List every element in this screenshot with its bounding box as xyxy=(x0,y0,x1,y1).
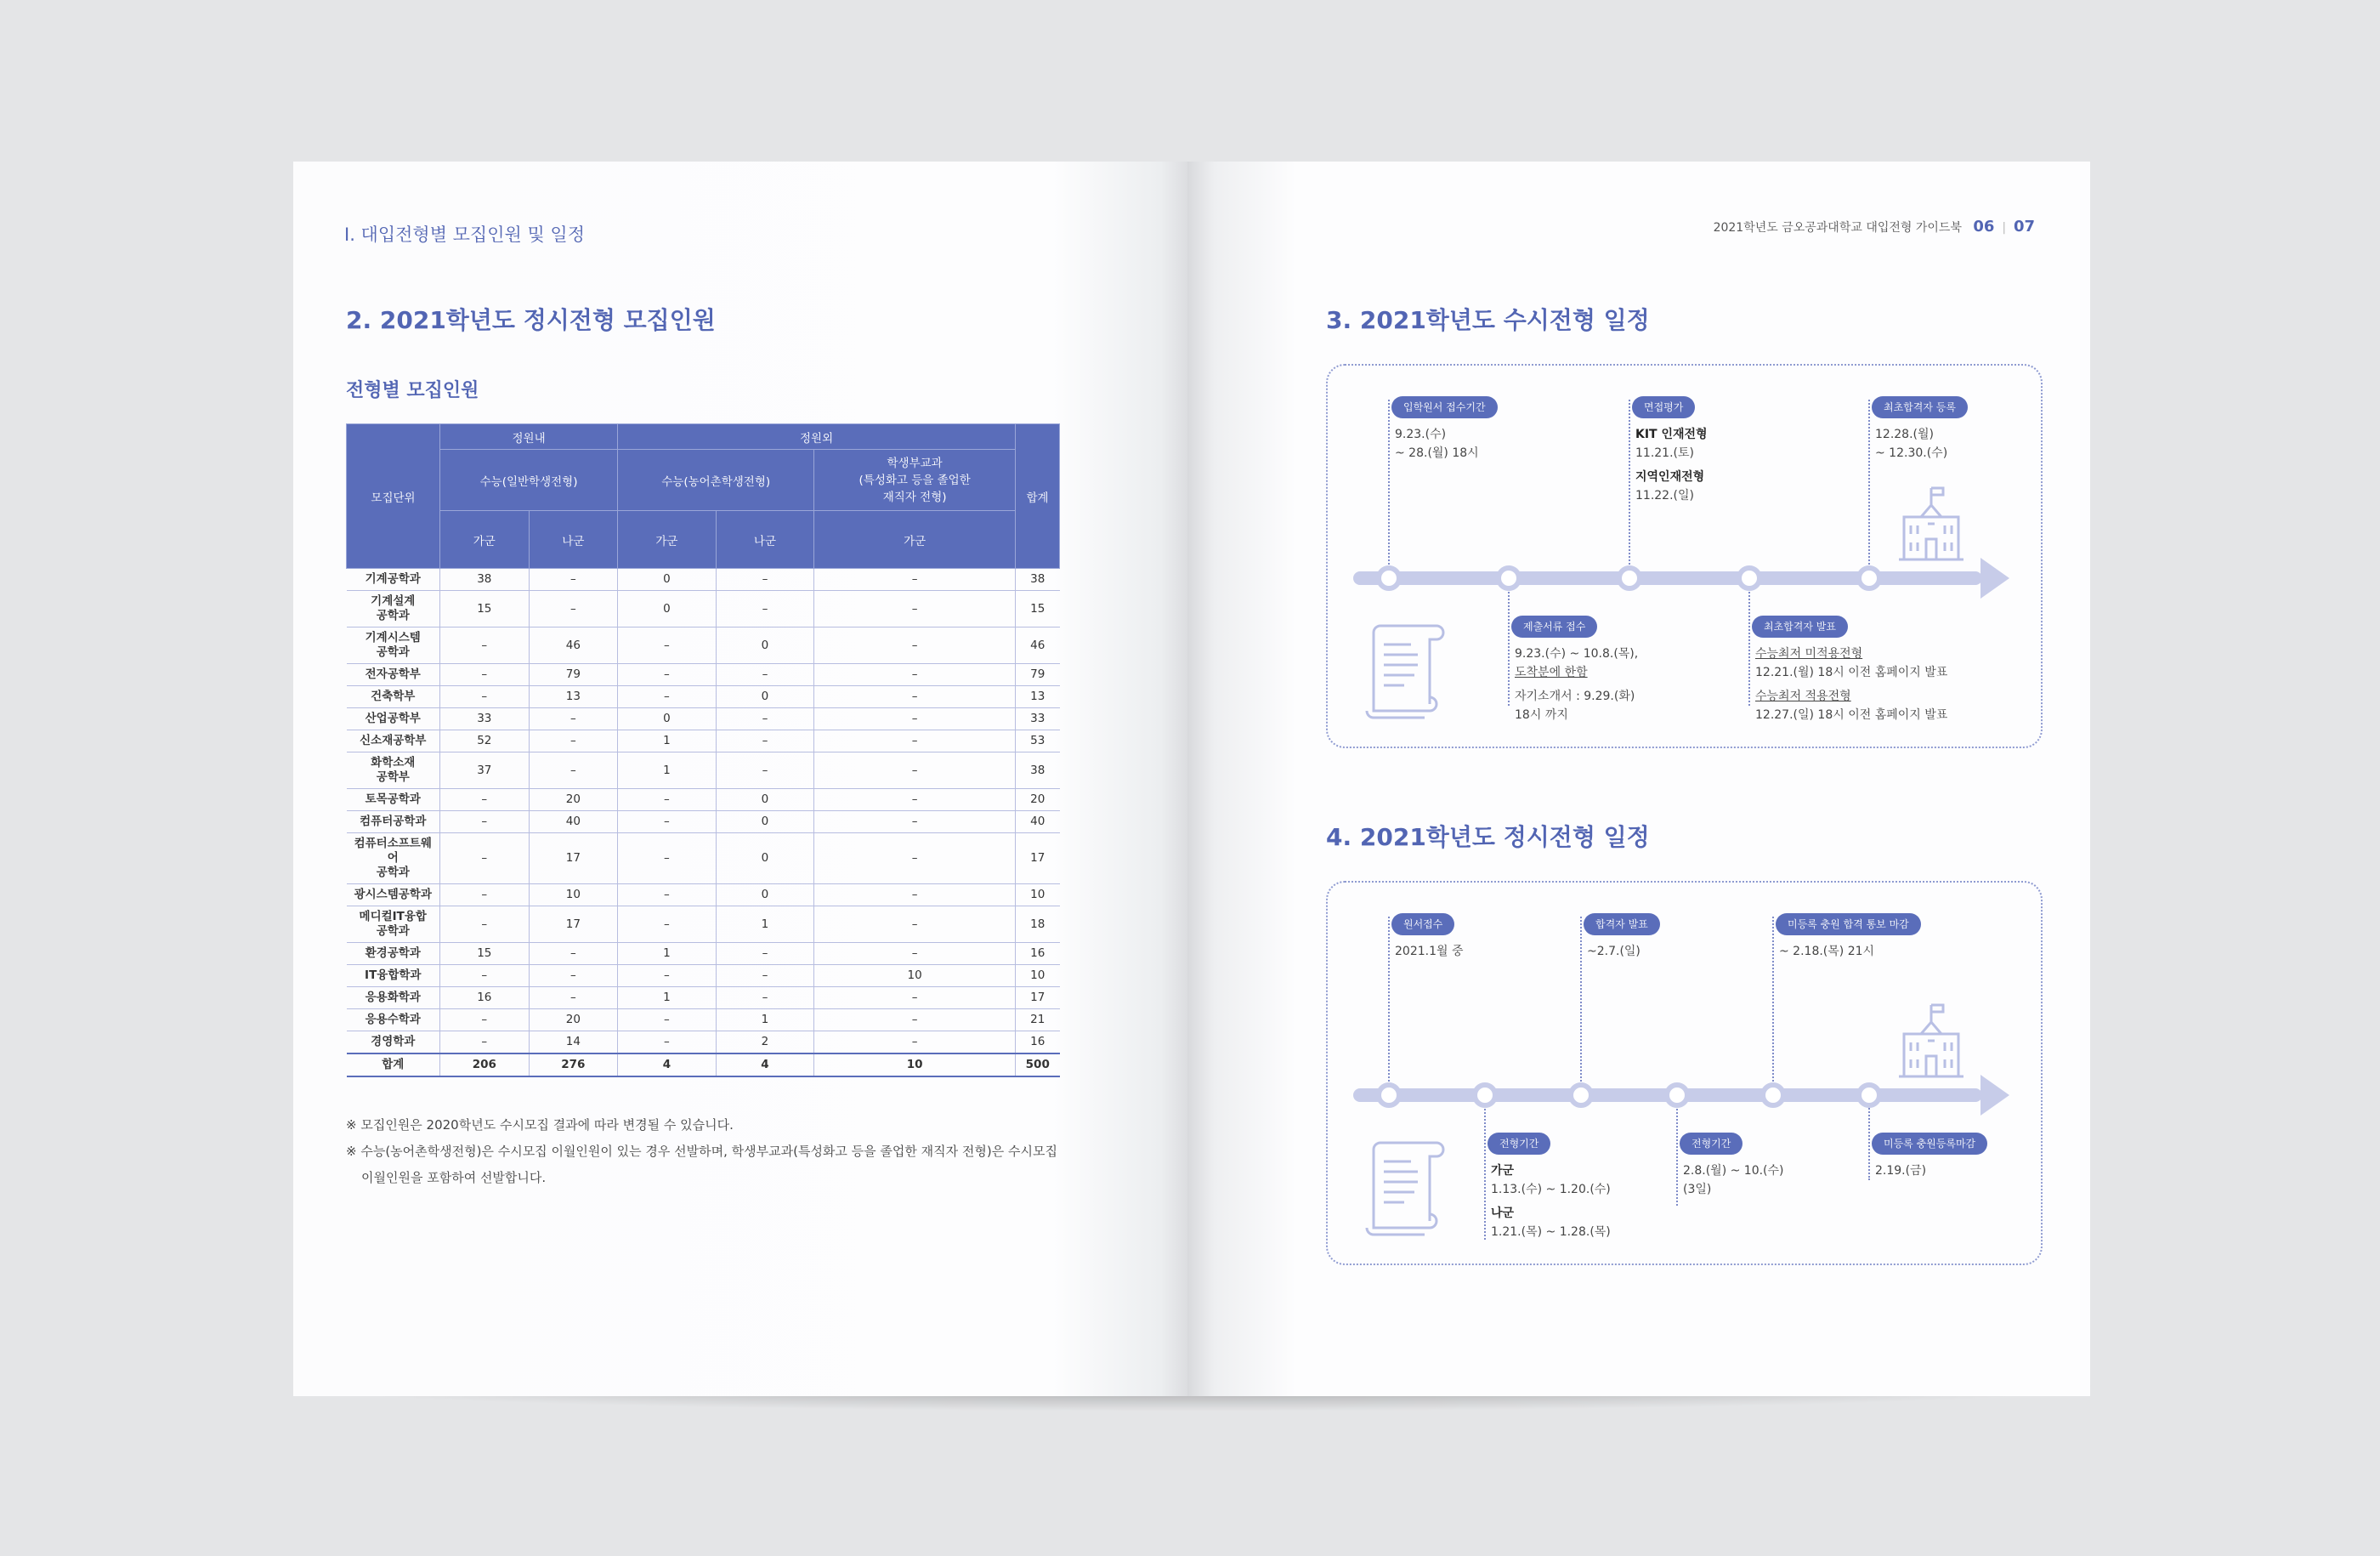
count-cell: – xyxy=(814,1009,1016,1031)
th-sub1: 수능(일반학생전형) xyxy=(440,450,618,511)
event-date: 9.23.(수) xyxy=(1395,428,1447,441)
event-date: 11.22.(일) xyxy=(1635,489,1694,503)
timeline-node xyxy=(1856,565,1882,591)
th-sub3: 학생부교과 (특성화고 등을 졸업한 재직자 전형) xyxy=(814,450,1016,511)
th-in: 정원내 xyxy=(440,424,618,450)
count-cell: – xyxy=(618,965,717,987)
timeline-node xyxy=(1856,1082,1882,1108)
count-cell: 40 xyxy=(529,811,618,833)
event-date: ~2.7.(일) xyxy=(1587,945,1640,958)
right-page xyxy=(1187,162,2090,1396)
timeline-node xyxy=(1496,565,1522,591)
table-row xyxy=(347,906,1060,943)
timeline-node xyxy=(1376,1082,1402,1108)
count-cell: 0 xyxy=(618,708,717,730)
th-ga: 가군 xyxy=(618,511,717,569)
count-cell: – xyxy=(618,884,717,906)
count-cell: 16 xyxy=(1016,1031,1060,1054)
count-cell: 1 xyxy=(618,987,717,1009)
event-detail xyxy=(1683,1161,1784,1199)
event-detail xyxy=(1395,425,1479,463)
count-cell: – xyxy=(440,965,530,987)
event-detail xyxy=(1755,645,1947,724)
event-label: 최초합격자 등록 xyxy=(1872,396,1968,418)
count-cell: – xyxy=(440,906,530,943)
timeline-node xyxy=(1568,1082,1594,1108)
unit-name-cell: IT융합학과 xyxy=(347,965,440,987)
page-number-left: 06 xyxy=(1973,218,1995,236)
count-cell: – xyxy=(814,833,1016,884)
section3-title: 3. 2021학년도 수시전형 일정 xyxy=(1326,306,1650,334)
table-row xyxy=(347,1031,1060,1054)
count-cell: 21 xyxy=(1016,1009,1060,1031)
count-cell: – xyxy=(814,628,1016,664)
count-cell: – xyxy=(814,686,1016,708)
unit-name-cell: 컴퓨터공학과 xyxy=(347,811,440,833)
note-1: ※ 모집인원은 2020학년도 수시모집 결과에 따라 변경될 수 있습니다. xyxy=(346,1117,734,1133)
table-row xyxy=(347,591,1060,628)
count-cell: 16 xyxy=(1016,943,1060,965)
timeline-connector xyxy=(1484,1095,1486,1240)
event-date: 2021.1월 중 xyxy=(1395,945,1464,958)
unit-name-cell: 응용화학과 xyxy=(347,987,440,1009)
count-cell: – xyxy=(440,628,530,664)
timeline-connector xyxy=(1868,400,1870,578)
table-row xyxy=(347,569,1060,591)
th-na: 나군 xyxy=(716,511,814,569)
total-cell: 276 xyxy=(529,1053,618,1076)
count-cell: 0 xyxy=(716,811,814,833)
count-cell: 0 xyxy=(618,569,717,591)
event-subtitle: 가군 xyxy=(1491,1164,1515,1178)
table-row xyxy=(347,752,1060,789)
page-divider: | xyxy=(2002,221,2007,235)
count-cell: – xyxy=(814,789,1016,811)
scroll-document-icon xyxy=(1362,619,1447,721)
left-page xyxy=(293,162,1187,1396)
event-label: 합격자 발표 xyxy=(1584,913,1660,935)
count-cell: 1 xyxy=(618,752,717,789)
count-cell: – xyxy=(716,730,814,752)
count-cell: – xyxy=(814,730,1016,752)
timeline-node xyxy=(1376,565,1402,591)
count-cell: 1 xyxy=(716,906,814,943)
unit-name-cell: 환경공학과 xyxy=(347,943,440,965)
count-cell: – xyxy=(440,884,530,906)
unit-name-cell: 전자공학부 xyxy=(347,664,440,686)
count-cell: 1 xyxy=(618,943,717,965)
count-cell: 20 xyxy=(529,1009,618,1031)
school-building-icon xyxy=(1897,1002,1965,1080)
count-cell: – xyxy=(618,906,717,943)
timeline-node xyxy=(1664,1082,1690,1108)
count-cell: 46 xyxy=(529,628,618,664)
count-cell: 17 xyxy=(529,906,618,943)
th-sub2: 수능(농어촌학생전형) xyxy=(618,450,814,511)
event-date: 12.21.(월) 18시 이전 홈페이지 발표 xyxy=(1755,666,1948,679)
event-date: ~ 12.30.(수) xyxy=(1875,446,1948,460)
event-date: 2.8.(월) ~ 10.(수) xyxy=(1683,1164,1784,1178)
th-ga: 가군 xyxy=(814,511,1016,569)
count-cell: – xyxy=(529,943,618,965)
count-cell: – xyxy=(814,943,1016,965)
count-cell: – xyxy=(529,965,618,987)
table-row xyxy=(347,1009,1060,1031)
event-detail xyxy=(1635,425,1708,505)
count-cell: 0 xyxy=(716,686,814,708)
count-cell: – xyxy=(716,591,814,628)
subsection-title: 전형별 모집인원 xyxy=(346,380,479,401)
event-date: 1.13.(수) ~ 1.20.(수) xyxy=(1491,1183,1611,1196)
chapter-heading: Ⅰ. 대입전형별 모집인원 및 일정 xyxy=(344,224,586,245)
timeline-connector xyxy=(1629,400,1630,578)
event-date: ~ 28.(월) 18시 xyxy=(1395,446,1479,460)
count-cell: 10 xyxy=(814,965,1016,987)
event-label: 입학원서 접수기간 xyxy=(1391,396,1498,418)
unit-name-cell: 기계설계 공학과 xyxy=(347,591,440,628)
event-subtitle: 수능최저 미적용전형 xyxy=(1755,647,1863,661)
total-cell: 4 xyxy=(618,1053,717,1076)
timeline-track xyxy=(1353,571,1982,585)
event-detail xyxy=(1515,645,1638,724)
count-cell: 52 xyxy=(440,730,530,752)
table-row xyxy=(347,987,1060,1009)
count-cell: 0 xyxy=(716,833,814,884)
timeline-connector xyxy=(1508,578,1510,706)
count-cell: – xyxy=(440,664,530,686)
timeline-connector xyxy=(1748,578,1750,706)
table-row xyxy=(347,664,1060,686)
event-subtitle: 나군 xyxy=(1491,1207,1515,1220)
count-cell: – xyxy=(440,833,530,884)
timeline-connector xyxy=(1868,1095,1870,1180)
count-cell: – xyxy=(814,1031,1016,1054)
count-cell: 17 xyxy=(1016,987,1060,1009)
count-cell: – xyxy=(529,752,618,789)
count-cell: – xyxy=(618,664,717,686)
event-date: 9.23.(수) ~ 10.8.(목), xyxy=(1515,647,1639,661)
count-cell: 46 xyxy=(1016,628,1060,664)
count-cell: 38 xyxy=(440,569,530,591)
timeline-arrow-icon xyxy=(1980,1075,2009,1116)
table-row xyxy=(347,789,1060,811)
scroll-document-icon xyxy=(1362,1136,1447,1238)
event-detail xyxy=(1875,425,1947,463)
unit-name-cell: 기계시스템 공학과 xyxy=(347,628,440,664)
unit-name-cell: 건축학부 xyxy=(347,686,440,708)
table-row xyxy=(347,730,1060,752)
timeline-connector xyxy=(1388,400,1390,578)
event-label: 미등록 충원 합격 통보 마감 xyxy=(1776,913,1921,935)
section-title: 2. 2021학년도 정시전형 모집인원 xyxy=(346,306,716,334)
count-cell: 37 xyxy=(440,752,530,789)
guidebook-title: 2021학년도 금오공과대학교 대입전형 가이드북 xyxy=(1713,221,1962,235)
count-cell: 0 xyxy=(716,884,814,906)
event-date: 2.19.(금) xyxy=(1875,1164,1927,1178)
count-cell: – xyxy=(440,1031,530,1054)
count-cell: – xyxy=(618,1031,717,1054)
table-row xyxy=(347,686,1060,708)
count-cell: – xyxy=(529,569,618,591)
count-cell: – xyxy=(618,628,717,664)
count-cell: 79 xyxy=(529,664,618,686)
table-row xyxy=(347,811,1060,833)
count-cell: 18 xyxy=(1016,906,1060,943)
th-na: 나군 xyxy=(529,511,618,569)
count-cell: 20 xyxy=(1016,789,1060,811)
timeline-connector xyxy=(1388,917,1390,1095)
count-cell: – xyxy=(814,664,1016,686)
count-cell: – xyxy=(529,987,618,1009)
total-cell: 10 xyxy=(814,1053,1016,1076)
table-total-row xyxy=(347,1053,1060,1076)
count-cell: 15 xyxy=(440,943,530,965)
count-cell: – xyxy=(814,987,1016,1009)
count-cell: 15 xyxy=(440,591,530,628)
count-cell: – xyxy=(814,591,1016,628)
total-cell: 206 xyxy=(440,1053,530,1076)
timeline-arrow-icon xyxy=(1980,558,2009,599)
count-cell: 10 xyxy=(1016,965,1060,987)
page-number-right: 07 xyxy=(2013,218,2035,236)
timeline-connector xyxy=(1580,917,1582,1095)
count-cell: 1 xyxy=(716,1009,814,1031)
event-label: 면접평가 xyxy=(1632,396,1695,418)
count-cell: 0 xyxy=(618,591,717,628)
table-row xyxy=(347,884,1060,906)
count-cell: – xyxy=(716,987,814,1009)
count-cell: – xyxy=(716,664,814,686)
unit-name-cell: 컴퓨터소프트웨어 공학과 xyxy=(347,833,440,884)
count-cell: – xyxy=(716,708,814,730)
event-subtitle: KIT 인재전형 xyxy=(1635,428,1708,441)
th-unit: 모집단위 xyxy=(347,424,440,569)
event-note: 도착분에 한함 xyxy=(1515,666,1588,679)
table-row xyxy=(347,708,1060,730)
susi-timeline xyxy=(1326,364,2043,748)
table-body xyxy=(347,569,1060,1077)
unit-name-cell: 토목공학과 xyxy=(347,789,440,811)
event-label: 최초합격자 발표 xyxy=(1752,616,1848,638)
section4-title: 4. 2021학년도 정시전형 일정 xyxy=(1326,823,1650,851)
count-cell: 38 xyxy=(1016,752,1060,789)
count-cell: – xyxy=(716,569,814,591)
event-detail xyxy=(1491,1161,1611,1241)
event-date: 12.27.(일) 18시 이전 홈페이지 발표 xyxy=(1755,708,1948,722)
timeline-connector xyxy=(1772,917,1774,1095)
count-cell: 14 xyxy=(529,1031,618,1054)
count-cell: – xyxy=(814,708,1016,730)
count-cell: – xyxy=(529,730,618,752)
count-cell: 17 xyxy=(1016,833,1060,884)
count-cell: – xyxy=(618,811,717,833)
count-cell: 33 xyxy=(1016,708,1060,730)
total-cell: 4 xyxy=(716,1053,814,1076)
count-cell: – xyxy=(440,789,530,811)
unit-name-cell: 화학소재 공학부 xyxy=(347,752,440,789)
count-cell: – xyxy=(814,811,1016,833)
event-note: (3일) xyxy=(1683,1183,1712,1196)
count-cell: 10 xyxy=(529,884,618,906)
event-label: 미등록 충원등록마감 xyxy=(1872,1133,1987,1155)
count-cell: 20 xyxy=(529,789,618,811)
count-cell: – xyxy=(814,569,1016,591)
count-cell: 16 xyxy=(440,987,530,1009)
jeongsi-timeline xyxy=(1326,881,2043,1265)
th-ga: 가군 xyxy=(440,511,530,569)
count-cell: 0 xyxy=(716,789,814,811)
count-cell: 33 xyxy=(440,708,530,730)
count-cell: – xyxy=(814,906,1016,943)
table-row xyxy=(347,628,1060,664)
count-cell: 0 xyxy=(716,628,814,664)
table-row xyxy=(347,965,1060,987)
th-out: 정원외 xyxy=(618,424,1016,450)
count-cell: – xyxy=(814,884,1016,906)
event-subtitle: 수능최저 적용전형 xyxy=(1755,690,1851,703)
event-date: 자기소개서 : 9.29.(화) xyxy=(1515,690,1635,703)
count-cell: 40 xyxy=(1016,811,1060,833)
unit-name-cell: 산업공학부 xyxy=(347,708,440,730)
event-date: ~ 2.18.(목) 21시 xyxy=(1779,945,1875,958)
event-note: 18시 까지 xyxy=(1515,708,1568,722)
timeline-connector xyxy=(1676,1095,1678,1206)
timeline-node xyxy=(1737,565,1762,591)
event-subtitle: 지역인재전형 xyxy=(1635,470,1705,484)
count-cell: – xyxy=(716,752,814,789)
table-row xyxy=(347,943,1060,965)
timeline-node xyxy=(1617,565,1642,591)
count-cell: 15 xyxy=(1016,591,1060,628)
event-label: 원서접수 xyxy=(1391,913,1454,935)
running-header xyxy=(1714,218,2035,236)
table-row xyxy=(347,833,1060,884)
count-cell: – xyxy=(529,708,618,730)
event-label: 제출서류 접수 xyxy=(1511,616,1597,638)
note-2a: ※ 수능(농어촌학생전형)은 수시모집 이월인원이 있는 경우 선발하며, 학생부교과(특성화고 등을 졸업한 재직자 전형)은 수시모집 xyxy=(346,1144,1057,1159)
count-cell: 38 xyxy=(1016,569,1060,591)
event-date: 12.28.(월) xyxy=(1875,428,1934,441)
count-cell: – xyxy=(529,591,618,628)
count-cell: – xyxy=(618,833,717,884)
event-date: 11.21.(토) xyxy=(1635,446,1694,460)
count-cell: 17 xyxy=(529,833,618,884)
total-cell: 500 xyxy=(1016,1053,1060,1076)
count-cell: – xyxy=(716,943,814,965)
count-cell: 10 xyxy=(1016,884,1060,906)
unit-name-cell: 광시스템공학과 xyxy=(347,884,440,906)
count-cell: 2 xyxy=(716,1031,814,1054)
count-cell: – xyxy=(440,1009,530,1031)
count-cell: 13 xyxy=(1016,686,1060,708)
event-date: 1.21.(목) ~ 1.28.(목) xyxy=(1491,1225,1611,1239)
unit-name-cell: 응용수학과 xyxy=(347,1009,440,1031)
count-cell: 79 xyxy=(1016,664,1060,686)
unit-name-cell: 기계공학과 xyxy=(347,569,440,591)
count-cell: – xyxy=(440,811,530,833)
th-total: 합계 xyxy=(1016,424,1060,569)
count-cell: – xyxy=(618,789,717,811)
count-cell: – xyxy=(618,1009,717,1031)
total-label-cell: 합계 xyxy=(347,1053,440,1076)
event-label: 전형기간 xyxy=(1680,1133,1742,1155)
note-2b: 이월인원을 포함하여 선발합니다. xyxy=(361,1170,547,1185)
timeline-node xyxy=(1472,1082,1498,1108)
count-cell: – xyxy=(814,752,1016,789)
unit-name-cell: 경영학과 xyxy=(347,1031,440,1054)
count-cell: – xyxy=(440,686,530,708)
count-cell: – xyxy=(716,965,814,987)
recruitment-table xyxy=(346,423,1060,1077)
count-cell: 13 xyxy=(529,686,618,708)
school-building-icon xyxy=(1897,485,1965,563)
count-cell: 53 xyxy=(1016,730,1060,752)
count-cell: 1 xyxy=(618,730,717,752)
count-cell: – xyxy=(618,686,717,708)
unit-name-cell: 신소재공학부 xyxy=(347,730,440,752)
timeline-node xyxy=(1760,1082,1786,1108)
unit-name-cell: 메디컬IT융합 공학과 xyxy=(347,906,440,943)
event-label: 전형기간 xyxy=(1488,1133,1550,1155)
